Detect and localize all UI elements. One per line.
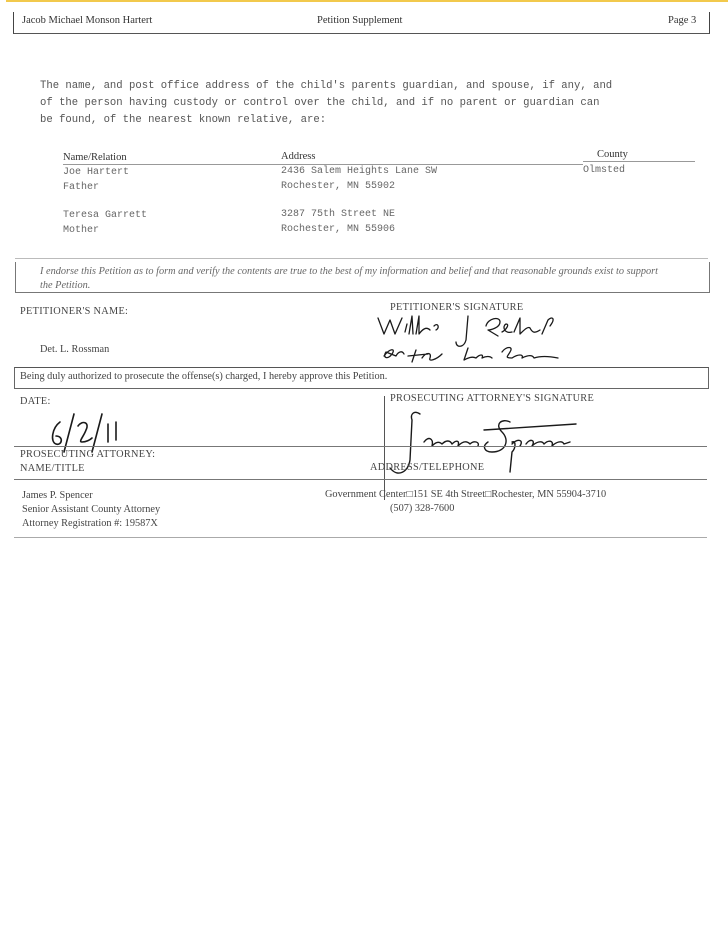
address-telephone-label: ADDRESS/TELEPHONE xyxy=(370,462,485,473)
petitioner-name-label: PETITIONER'S NAME: xyxy=(20,306,129,317)
endorsement-top-rule xyxy=(15,258,708,259)
county-header-rule xyxy=(583,161,695,162)
prosecutor-signature xyxy=(380,402,590,488)
top-rule xyxy=(6,0,728,2)
table-header-rule xyxy=(63,164,583,165)
endorsement-statement: I endorse this Petition as to form and verify the contents are true to the best of my information and belief and that reasonable grounds exist to support the Petition. xyxy=(40,266,659,291)
header-respondent-name: Jacob Michael Monson Hartert xyxy=(22,15,153,26)
header-page-number: Page 3 xyxy=(668,15,697,26)
attorney-phone: (507) 328-7600 xyxy=(390,503,455,514)
col-header-name: Name/Relation xyxy=(63,152,127,163)
date-label: DATE: xyxy=(20,396,51,407)
prosecutor-signature-label: PROSECUTING ATTORNEY'S SIGNATURE xyxy=(390,393,595,404)
petitioner-name: Det. L. Rossman xyxy=(40,344,110,355)
prosecutor-section-rule xyxy=(14,446,707,447)
row2-name: Teresa Garrett xyxy=(63,210,148,221)
header-document-title: Petition Supplement xyxy=(317,15,403,26)
row1-address-line2: Rochester, MN 55902 xyxy=(281,181,396,192)
prosecuting-attorney-label: PROSECUTING ATTORNEY: xyxy=(20,449,156,460)
bottom-rule xyxy=(14,537,707,538)
attorney-header-rule xyxy=(14,479,707,480)
petitioner-signature-label: PETITIONER'S SIGNATURE xyxy=(390,302,524,313)
row2-relation: Mother xyxy=(63,225,100,236)
row1-name: Joe Hartert xyxy=(63,167,130,178)
approval-statement: Being duly authorized to prosecute the offense(s) charged, I hereby approve this Petition. xyxy=(20,371,388,382)
intro-paragraph: The name, and post office address of the child's parents guardian, and spouse, if any, and of the person having custody or control over the child, and if no parent or guardian can be found, of the nearest known relative, are: xyxy=(40,80,613,126)
petitioner-signature xyxy=(372,312,582,370)
attorney-address: Government Center□151 SE 4th Street□Rochester, MN 55904-3710 xyxy=(325,489,607,500)
row1-address-line1: 2436 Salem Heights Lane SW xyxy=(281,166,438,177)
col-header-address: Address xyxy=(281,151,316,162)
row2-address-line2: Rochester, MN 55906 xyxy=(281,224,396,235)
attorney-registration: Attorney Registration #: 19587X xyxy=(22,518,158,529)
row1-relation: Father xyxy=(63,182,100,193)
attorney-name: James P. Spencer xyxy=(22,490,93,501)
row1-county: Olmsted xyxy=(583,165,626,176)
attorney-title: Senior Assistant County Attorney xyxy=(22,504,161,515)
row2-address-line1: 3287 75th Street NE xyxy=(281,209,396,220)
name-title-label: NAME/TITLE xyxy=(20,463,85,474)
col-header-county: County xyxy=(597,149,628,160)
